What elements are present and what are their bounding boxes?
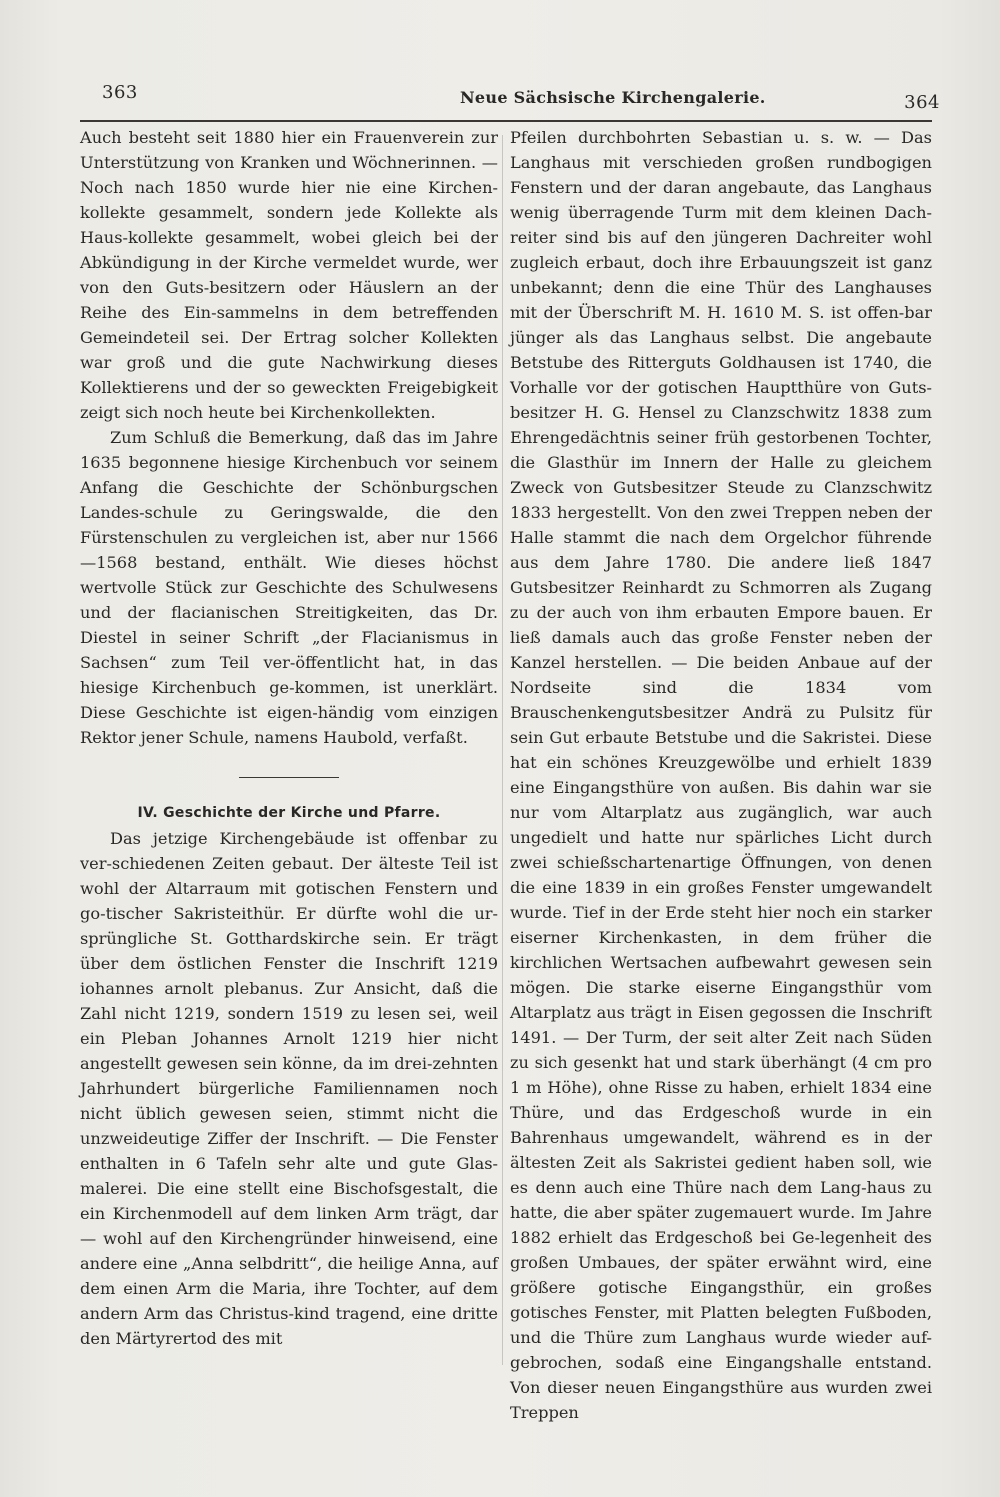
section-heading: IV. Geschichte der Kirche und Pfarre. [137,805,441,821]
right-paragraph-1: Pfeilen durchbohrten Sebastian u. s. w. — Das Langhaus mit verschieden großen rundbogigen Fenstern und der daran angebaute, das Langhaus wenig überragende Turm mit dem kleinen Dach-reiter sind bis auf den jüngeren Dachreiter wohl zugleich erbaut, doch ihre Erbauungszeit ist ganz unbekannt; denn die eine Thür des Langhauses mit der Überschrift M. H. 1610 M. S. ist offen-bar jünger als das Langhaus selbst. Die angebaute Betstube des Ritterguts Goldhausen ist 1740, die Vorhalle vor der gotischen Hauptthüre von Guts-besitzer H. G. Hensel zu Clanzschwitz 1838 zum Ehrengedächtnis seiner früh gestorbenen Tochter, die Glasthür im Innern der Halle zu gleichem Zweck von Gutsbesitzer Steude zu Clanzschwitz 1833 hergestellt. Von den zwei Treppen neben der Halle stammt die nach dem Orgelchor führende aus dem Jahre 1780. Die andere ließ 1847 Gutsbesitzer Reinhardt zu Schmorren als Zugang zu der auch von ihm erbauten Empore bauen. Er ließ damals auch das große Fenster neben der Kanzel herstellen. — Die beiden Anbaue auf der Nordseite sind die 1834 vom Brauschenkengutsbesitzer Andrä zu Pulsitz für sein Gut erbaute Betstube und die Sakristei. Diese hat ein schönes Kreuzgewölbe und erhielt 1839 eine Eingangsthüre von außen. Bis dahin war sie nur vom Altarplatz aus zugänglich, war auch ungedielt und hatte nur spärliches Licht durch zwei schießschartenartige Öffnungen, von denen die eine 1839 in ein großes Fenster umgewandelt wurde. Tief in der Erde steht hier noch ein starker eiserner Kirchenkasten, in dem früher die kirchlichen Wertsachen aufbewahrt gewesen sein mögen. Die starke eiserne Eingangsthür vom Altarplatz aus trägt in Eisen gegossen die Inschrift 1491. — Der Turm, der seit alter Zeit nach Süden zu sich gesenkt hat und stark überhängt (4 cm pro 1 m Höhe), ohne Risse zu haben, erhielt 1834 eine Thüre, und das Erdgeschoß wurde in ein Bahrenhaus umgewandelt, während es in der ältesten Zeit als Sakristei gedient haben soll, wie es denn auch eine Thüre nach dem Lang-haus zu hatte, die aber später zugemauert wurde. Im Jahre 1882 erhielt das Erdgeschoß bei Ge-legenheit des großen Umbaues, der später erwähnt wird, eine größere gotische Eingangsthür, ein großes gotisches Fenster, mit Platten belegten Fußboden, und die Thüre zum Langhaus wurde wieder auf-gebrochen, sodaß eine Eingangshalle entstand. Von dieser neuen Eingangsthüre aus wurden zwei Treppen [510,128,932,1422]
right-column [510,125,932,1425]
page-number-right: 364 [904,92,940,113]
left-column [80,125,498,1351]
left-paragraph-2: Zum Schluß die Bemerkung, daß das im Jahre 1635 begonnene hiesige Kirchenbuch vor seinem Anfang die Geschichte der Schönburgschen Landes-schule zu Geringswalde, die den Fürstenschulen zu vergleichen ist, aber nur 1566—1568 bestand, enthält. Wie dieses höchst wertvolle Stück zur Geschichte des Schulwesens und der flacianischen Streitigkeiten, das Dr. Diestel in seiner Schrift „der Flacianismus in Sachsen“ zum Teil ver-öffentlicht hat, in das hiesige Kirchenbuch ge-kommen, ist unerklärt. Diese Geschichte ist eigen-händig vom einzigen Rektor jener Schule, namens Haubold, verfaßt. [80,428,498,747]
left-paragraph-1: Auch besteht seit 1880 hier ein Frauenverein zur Unterstützung von Kranken und Wöchnerinnen. — Noch nach 1850 wurde hier nie eine Kirchen-kollekte gesammelt, sondern jede Kollekte als Haus-kollekte gesammelt, wobei gleich bei der Abkündigung in der Kirche vermeldet wurde, wer von den Guts-besitzern oder Häuslern an der Reihe des Ein-sammelns in dem betreffenden Gemeindeteil sei. Der Ertrag solcher Kollekten war groß und die gute Nachwirkung dieses Kollektierens und der so geweckten Freigebigkeit zeigt sich noch heute bei Kirchenkollekten. [80,128,498,422]
column-separator [502,135,503,1365]
page-number-left: 363 [102,82,138,103]
page-header [80,76,940,116]
left-paragraph-3: Das jetzige Kirchengebäude ist offenbar zu ver-schiedenen Zeiten gebaut. Der älteste Teil ist wohl der Altarraum mit gotischen Fenstern und go-tischer Sakristeithür. Er dürfte wohl die ur-sprüngliche St. Gotthardskirche sein. Er trägt über dem östlichen Fenster die Inschrift 1219 iohannes arnolt plebanus. Zur Ansicht, daß die Zahl nicht 1219, sondern 1519 zu lesen sei, weil ein Pleban Johannes Arnolt 1219 hier nicht angestellt gewesen sein könne, da im drei-zehnten Jahrhundert bürgerliche Familiennamen noch nicht üblich gewesen seien, stimmt nicht die unzweideutige Ziffer der Inschrift. — Die Fenster enthalten in 6 Tafeln sehr alte und gute Glas-malerei. Die eine stellt eine Bischofsgestalt, die ein Kirchenmodell auf dem linken Arm trägt, dar — wohl auf den Kirchengründer hinweisend, eine andere eine „Anna selbdritt“, die heilige Anna, auf dem einen Arm die Maria, ihre Tochter, auf dem andern Arm das Christus-kind tragend, eine dritte den Märtyrertod des mit [80,829,498,1348]
running-title: Neue Sächsische Kirchengalerie. [460,88,766,107]
header-rule [80,120,932,122]
section-divider [239,777,339,778]
